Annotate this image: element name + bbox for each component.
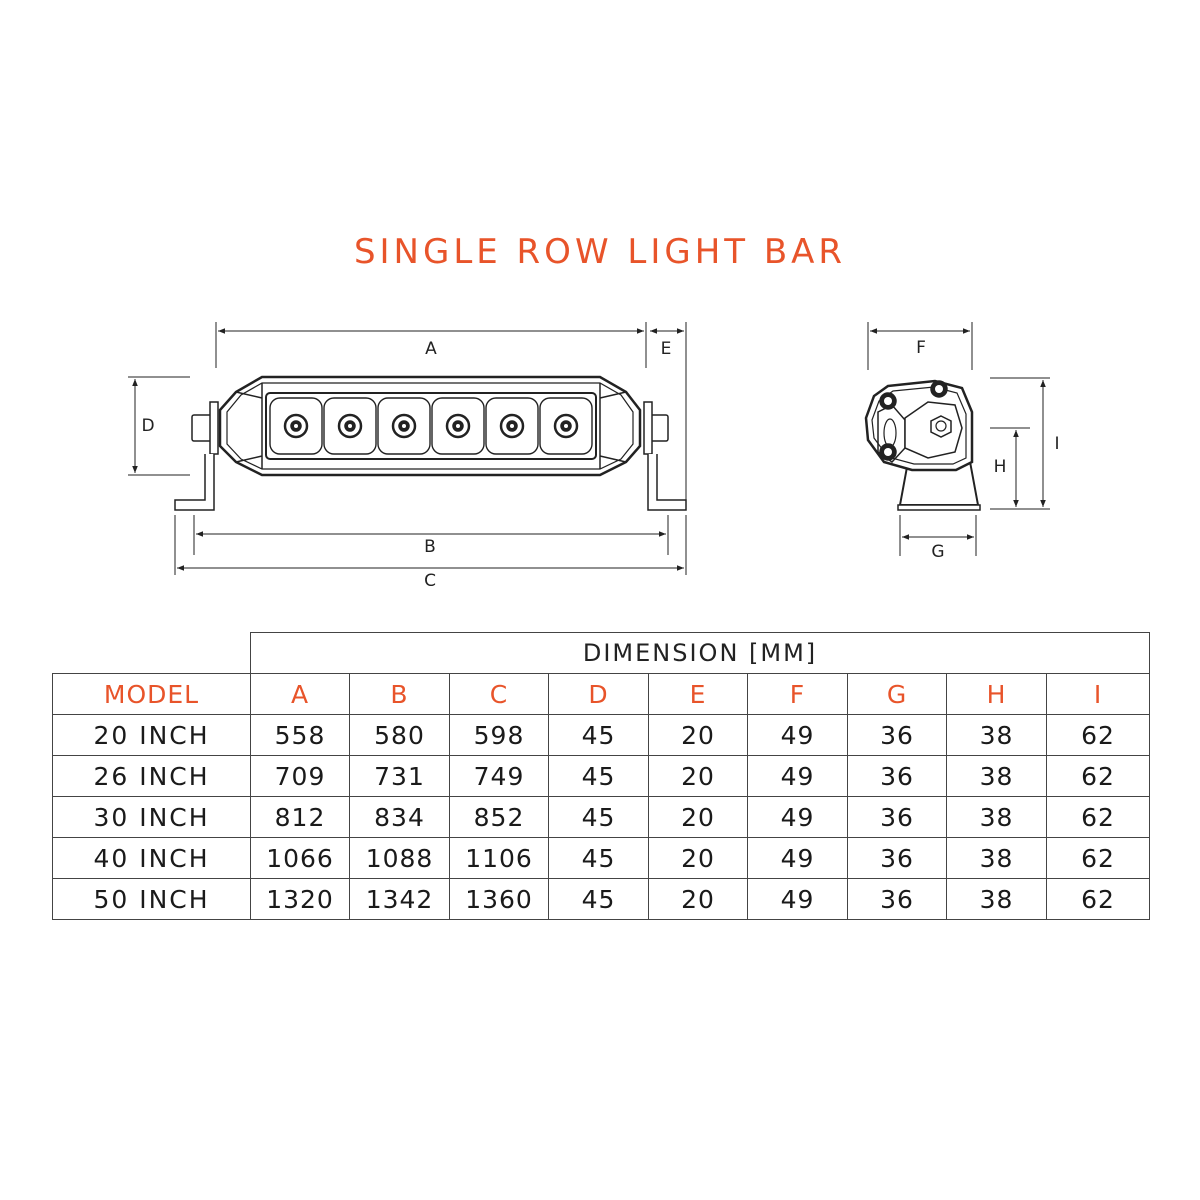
dimension-table [52, 632, 1150, 920]
table-cell: 1106 [450, 838, 549, 879]
table-cell: 834 [350, 797, 450, 838]
column-header-i: I [1047, 674, 1150, 715]
table-cell: 62 [1047, 879, 1150, 920]
dim-label-c: C [424, 571, 436, 591]
column-header-e: E [649, 674, 748, 715]
dim-label-f: F [916, 338, 926, 358]
table-row [53, 797, 1150, 838]
column-header-b: B [350, 674, 450, 715]
group-header-row [53, 633, 1150, 674]
table-cell: 709 [251, 756, 350, 797]
table-cell: 598 [450, 715, 549, 756]
table-cell: 36 [848, 756, 947, 797]
dim-label-e: E [660, 339, 672, 359]
table-cell: 852 [450, 797, 549, 838]
table-row [53, 879, 1150, 920]
model-cell: 30 INCH [53, 797, 251, 838]
table-cell: 62 [1047, 838, 1150, 879]
table-cell: 20 [649, 797, 748, 838]
table-cell: 38 [947, 838, 1047, 879]
model-cell: 50 INCH [53, 879, 251, 920]
table-cell: 49 [748, 797, 848, 838]
table-cell: 1320 [251, 879, 350, 920]
table-cell: 38 [947, 879, 1047, 920]
table-cell: 49 [748, 838, 848, 879]
table-cell: 36 [848, 797, 947, 838]
column-header-row [53, 674, 1150, 715]
table-cell: 1342 [350, 879, 450, 920]
dimension-group-header: DIMENSION [MM] [251, 633, 1150, 674]
table-row [53, 756, 1150, 797]
column-header-c: C [450, 674, 549, 715]
model-column-header: MODEL [53, 674, 251, 715]
table-cell: 580 [350, 715, 450, 756]
front-view [175, 377, 686, 510]
table-row [53, 715, 1150, 756]
table-cell: 558 [251, 715, 350, 756]
table-cell: 36 [848, 838, 947, 879]
table-cell: 45 [549, 756, 649, 797]
table-cell: 49 [748, 715, 848, 756]
model-cell: 26 INCH [53, 756, 251, 797]
table-cell: 62 [1047, 797, 1150, 838]
table-cell: 20 [649, 838, 748, 879]
column-header-g: G [848, 674, 947, 715]
table-cell: 38 [947, 756, 1047, 797]
model-cell: 20 INCH [53, 715, 251, 756]
table-cell: 38 [947, 715, 1047, 756]
table-cell: 62 [1047, 756, 1150, 797]
dim-label-i: I [1054, 434, 1060, 454]
table-cell: 1088 [350, 838, 450, 879]
table-cell: 36 [848, 879, 947, 920]
column-header-h: H [947, 674, 1047, 715]
table-cell: 1066 [251, 838, 350, 879]
dim-label-g: G [931, 542, 945, 562]
table-cell: 45 [549, 715, 649, 756]
table-cell: 45 [549, 879, 649, 920]
dim-label-d: D [141, 416, 155, 436]
table-cell: 38 [947, 797, 1047, 838]
table-cell: 20 [649, 715, 748, 756]
table-cell: 20 [649, 756, 748, 797]
dim-label-a: A [425, 339, 437, 359]
column-header-f: F [748, 674, 848, 715]
table-cell: 36 [848, 715, 947, 756]
table-cell: 1360 [450, 879, 549, 920]
column-header-d: D [549, 674, 649, 715]
page-title: SINGLE ROW LIGHT BAR [353, 232, 847, 272]
table-row [53, 838, 1150, 879]
table-cell: 49 [748, 879, 848, 920]
dim-label-h: H [993, 457, 1007, 477]
table-cell: 62 [1047, 715, 1150, 756]
model-cell: 40 INCH [53, 838, 251, 879]
dim-label-b: B [424, 537, 436, 557]
table-cell: 731 [350, 756, 450, 797]
table-cell: 49 [748, 756, 848, 797]
column-header-a: A [251, 674, 350, 715]
table-cell: 20 [649, 879, 748, 920]
table-cell: 45 [549, 797, 649, 838]
table-cell: 45 [549, 838, 649, 879]
table-cell: 749 [450, 756, 549, 797]
side-view [866, 381, 980, 510]
header-spacer [53, 633, 251, 674]
table-cell: 812 [251, 797, 350, 838]
